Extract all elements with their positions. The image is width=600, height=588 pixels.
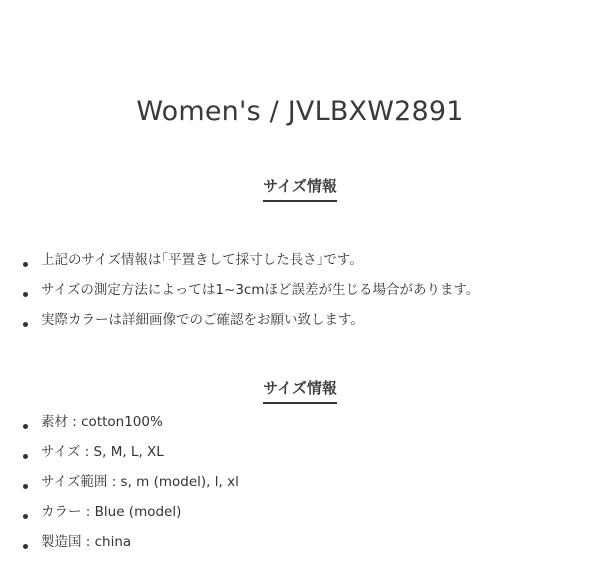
material-item: 素材 : cotton100%	[22, 411, 239, 441]
sizes-item: サイズ : S, M, L, XL	[22, 441, 239, 471]
size-notes-list	[22, 249, 479, 339]
size-info-heading-label: サイズ情報	[263, 377, 337, 404]
list-item: 上記のサイズ情報は｢平置きして採寸した長さ｣です。	[22, 249, 479, 279]
country-item: 製造国 : china	[22, 531, 239, 561]
list-item: サイズの測定方法によっては1~3cmほど誤差が生じる場合があります。	[22, 279, 479, 309]
size-notes-heading	[0, 175, 600, 202]
color-item: カラー : Blue (model)	[22, 501, 239, 531]
size-notes-heading-label: サイズ情報	[263, 175, 337, 202]
page-title: Women's / JVLBXW2891	[136, 96, 464, 127]
size-info-heading	[0, 377, 600, 404]
size-info-list	[22, 411, 239, 561]
list-item: 実際カラーは詳細画像でのご確認をお願い致します。	[22, 309, 479, 339]
size-range-item: サイズ範囲 : s, m (model), l, xl	[22, 471, 239, 501]
